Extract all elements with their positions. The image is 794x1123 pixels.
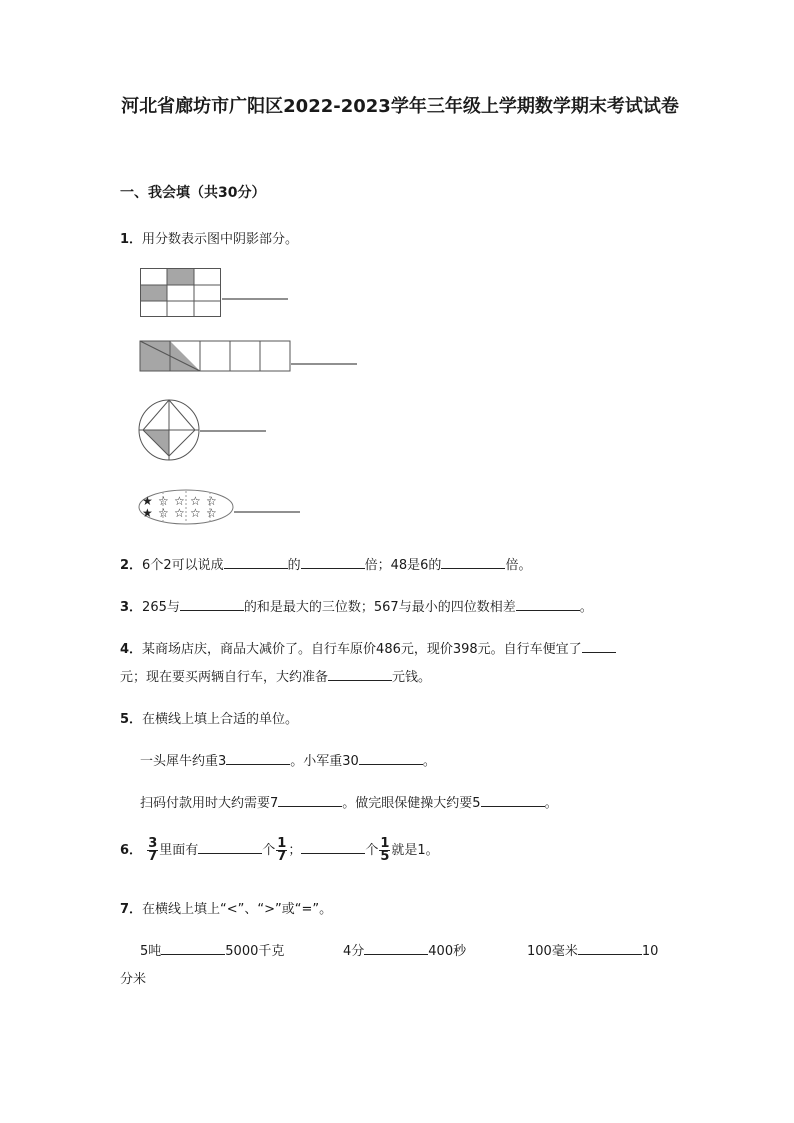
answer-blank[interactable] bbox=[180, 598, 244, 611]
compare-3 bbox=[527, 940, 658, 959]
question-text: 在横线上填上“<”、“>”或“=”。 bbox=[142, 902, 333, 917]
text: 的 bbox=[287, 558, 301, 573]
question-2 bbox=[120, 554, 531, 573]
text: 倍。 bbox=[505, 558, 532, 573]
denominator: 7 bbox=[148, 849, 158, 864]
question-4-continued bbox=[120, 666, 431, 685]
figure-stars bbox=[138, 488, 304, 528]
text: 一头犀牛约重3 bbox=[140, 754, 227, 769]
question-number: 1． bbox=[120, 232, 143, 247]
text: 。小军重30 bbox=[290, 754, 359, 769]
answer-blank[interactable] bbox=[328, 668, 392, 681]
fraction bbox=[379, 838, 390, 863]
question-number: 2． bbox=[120, 558, 143, 573]
question-number: 4． bbox=[120, 642, 143, 657]
text: 元钱。 bbox=[392, 670, 432, 685]
filled-star-icon: ★ bbox=[142, 494, 153, 508]
question-5-line-1 bbox=[140, 750, 436, 769]
text: 。 bbox=[422, 754, 436, 769]
numerator: 1 bbox=[380, 836, 390, 851]
answer-blank[interactable] bbox=[301, 841, 365, 854]
text: ； bbox=[288, 843, 302, 858]
answer-blank[interactable] bbox=[359, 752, 423, 765]
compare-3-continued bbox=[120, 968, 146, 987]
text: 。 bbox=[579, 600, 593, 615]
figure-grid bbox=[140, 268, 290, 320]
star-icon: ☆ bbox=[158, 506, 169, 520]
compare-1 bbox=[140, 940, 284, 959]
star-icon: ☆ bbox=[174, 506, 185, 520]
text: 10 bbox=[641, 944, 659, 959]
fraction bbox=[276, 838, 287, 863]
question-3 bbox=[120, 596, 593, 615]
denominator: 7 bbox=[277, 849, 287, 864]
text: 就是1。 bbox=[391, 843, 439, 858]
text: 的和是最大的三位数；567与最小的四位数相差 bbox=[243, 600, 516, 615]
text: 某商场店庆，商品大减价了。自行车原价486元，现价398元。自行车便宜了 bbox=[142, 642, 582, 657]
text: 5000千克 bbox=[225, 944, 285, 959]
text: 个 bbox=[365, 843, 379, 858]
text: 400秒 bbox=[428, 944, 467, 959]
answer-blank[interactable] bbox=[224, 556, 288, 569]
question-5-line-2 bbox=[140, 792, 558, 811]
question-number: 5． bbox=[120, 712, 143, 727]
filled-star-icon: ★ bbox=[142, 506, 153, 520]
denominator: 5 bbox=[380, 849, 390, 864]
answer-blank[interactable] bbox=[481, 794, 545, 807]
question-number: 6． bbox=[120, 843, 143, 858]
text: 里面有 bbox=[159, 843, 199, 858]
question-4 bbox=[120, 638, 616, 657]
star-icon: ☆ bbox=[174, 494, 185, 508]
answer-blank[interactable] bbox=[582, 640, 616, 653]
text: 元；现在要买两辆自行车，大约准备 bbox=[120, 670, 329, 685]
question-text: 在横线上填上合适的单位。 bbox=[142, 712, 299, 727]
question-number: 7． bbox=[120, 902, 143, 917]
text: 265与 bbox=[142, 600, 180, 615]
section-heading: 一、我会填（共30分） bbox=[120, 185, 266, 201]
text: 个 bbox=[262, 843, 276, 858]
text: 。 bbox=[544, 796, 558, 811]
star-icon: ☆ bbox=[206, 494, 217, 508]
question-7 bbox=[120, 898, 332, 917]
text: 5吨 bbox=[140, 944, 162, 959]
fraction bbox=[147, 838, 158, 863]
answer-blank[interactable] bbox=[364, 942, 428, 955]
figure-strip bbox=[139, 340, 359, 374]
answer-blank[interactable] bbox=[441, 556, 505, 569]
figure-circle bbox=[138, 398, 270, 462]
star-icon: ☆ bbox=[158, 494, 169, 508]
page-title: 河北省廊坊市广阳区2022-2023学年三年级上学期数学期末考试试卷 bbox=[121, 96, 679, 117]
answer-blank[interactable] bbox=[198, 841, 262, 854]
question-text: 用分数表示图中阴影部分。 bbox=[142, 232, 299, 247]
compare-2 bbox=[343, 940, 466, 959]
star-icon: ☆ bbox=[206, 506, 217, 520]
text: 4分 bbox=[343, 944, 365, 959]
text: 100毫米 bbox=[527, 944, 578, 959]
question-number: 3． bbox=[120, 600, 143, 615]
text: 。做完眼保健操大约要5 bbox=[342, 796, 481, 811]
question-6 bbox=[120, 838, 439, 863]
star-icon: ☆ bbox=[190, 506, 201, 520]
question-1 bbox=[120, 228, 298, 247]
answer-blank[interactable] bbox=[226, 752, 290, 765]
text: 分米 bbox=[120, 972, 147, 987]
answer-blank[interactable] bbox=[578, 942, 642, 955]
shaded-cell bbox=[167, 269, 194, 285]
answer-blank[interactable] bbox=[278, 794, 342, 807]
answer-blank[interactable] bbox=[161, 942, 225, 955]
answer-blank[interactable] bbox=[301, 556, 365, 569]
numerator: 1 bbox=[277, 836, 287, 851]
star-icon: ☆ bbox=[190, 494, 201, 508]
text: 倍；48是6的 bbox=[364, 558, 442, 573]
numerator: 3 bbox=[148, 836, 158, 851]
question-5 bbox=[120, 708, 298, 727]
answer-blank[interactable] bbox=[516, 598, 580, 611]
text: 扫码付款用时大约需要7 bbox=[140, 796, 279, 811]
shaded-cell bbox=[140, 285, 167, 301]
text: 6个2可以说成 bbox=[142, 558, 224, 573]
